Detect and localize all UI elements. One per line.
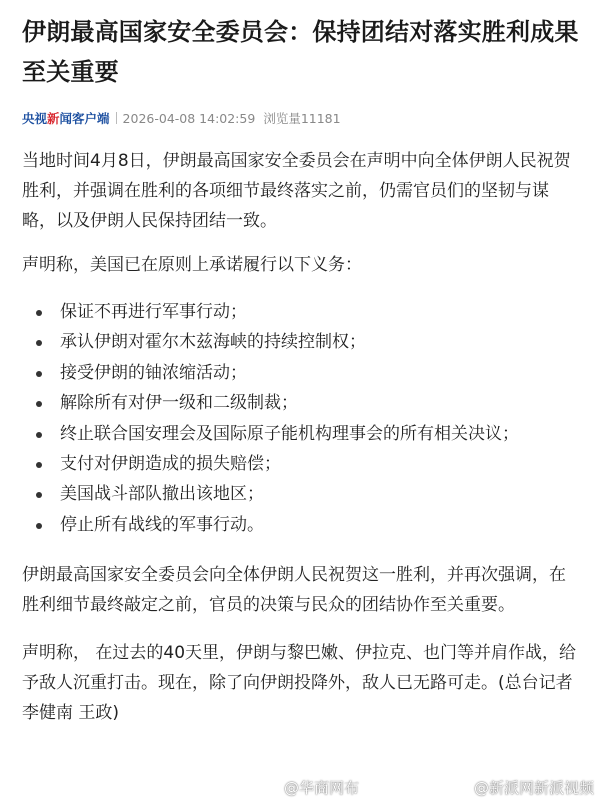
paragraph-1: 当地时间4月8日，伊朗最高国家安全委员会在声明中向全体伊朗人民祝贺胜利，并强调在胜利的各项细节最终落实之前，仍需官员们的坚韧与谋略，以及伊朗人民保持团结一致。 (22, 151, 571, 231)
list-item-text: 支付对伊朗造成的损失赔偿； (60, 454, 281, 475)
list-item-text: 解除所有对伊一级和二级制裁； (60, 393, 298, 414)
source-name[interactable] (22, 109, 110, 127)
bullet-icon (36, 340, 42, 346)
bullet-icon (36, 462, 42, 468)
list-item (22, 358, 582, 388)
watermark-left (262, 777, 359, 798)
list-item-text: 承认伊朗对霍尔木兹海峡的持续控制权； (60, 332, 366, 353)
bullet-icon (36, 432, 42, 438)
meta-divider (116, 112, 117, 124)
publish-timestamp: 2026-04-08 14:02:59 (122, 110, 256, 126)
weibo-icon (262, 780, 282, 796)
list-item-text: 美国战斗部队撤出该地区； (60, 484, 264, 505)
obligations-list (22, 297, 582, 540)
paragraph-2: 声明称，美国已在原则上承诺履行以下义务： (22, 255, 362, 275)
bullet-icon (36, 523, 42, 529)
source-name-part2: 新 (47, 111, 60, 126)
list-item-text: 接受伊朗的铀浓缩活动； (60, 362, 247, 383)
list-item (22, 388, 582, 418)
bullet-icon (36, 371, 42, 377)
source-name-part1: 央视 (22, 111, 48, 126)
paragraph-4: 声明称， 在过去的40天里，伊朗与黎巴嫩、伊拉克、也门等并肩作战，给予敌人沉重打击。现在，除了向伊朗投降外，敌人已无路可走。(总台记者 李健南 王政) (22, 643, 577, 724)
list-item-text: 终止联合国安理会及国际原子能机构理事会的所有相关决议； (60, 423, 519, 444)
article-title: 伊朗最高国家安全委员会：保持团结对落实胜利成果至关重要 (22, 18, 579, 86)
view-count: 浏览量11181 (263, 111, 341, 126)
list-item (22, 327, 582, 357)
paragraph-3: 伊朗最高国家安全委员会向全体伊朗人民祝贺这一胜利，并再次强调，在胜利细节最终敲定之前，官员的决策与民众的团结协作至关重要。 (22, 565, 566, 616)
list-item (22, 510, 582, 540)
weibo-icon (452, 780, 472, 796)
list-item (22, 419, 582, 449)
bullet-icon (36, 401, 42, 407)
list-item-text: 保证不再进行军事行动； (60, 302, 247, 322)
bullet-icon (36, 310, 42, 316)
article-meta (22, 108, 582, 128)
watermark-left-text: @华商网布 (284, 779, 360, 797)
watermark-right-text: @新派网新派视频 (474, 779, 595, 797)
bullet-icon (36, 492, 42, 498)
list-item (22, 449, 582, 479)
source-name-part3: 闻客户端 (59, 111, 110, 126)
list-item (22, 479, 582, 509)
watermark-right (452, 777, 594, 798)
list-item (22, 297, 582, 327)
list-item-text: 停止所有战线的军事行动。 (60, 514, 264, 535)
